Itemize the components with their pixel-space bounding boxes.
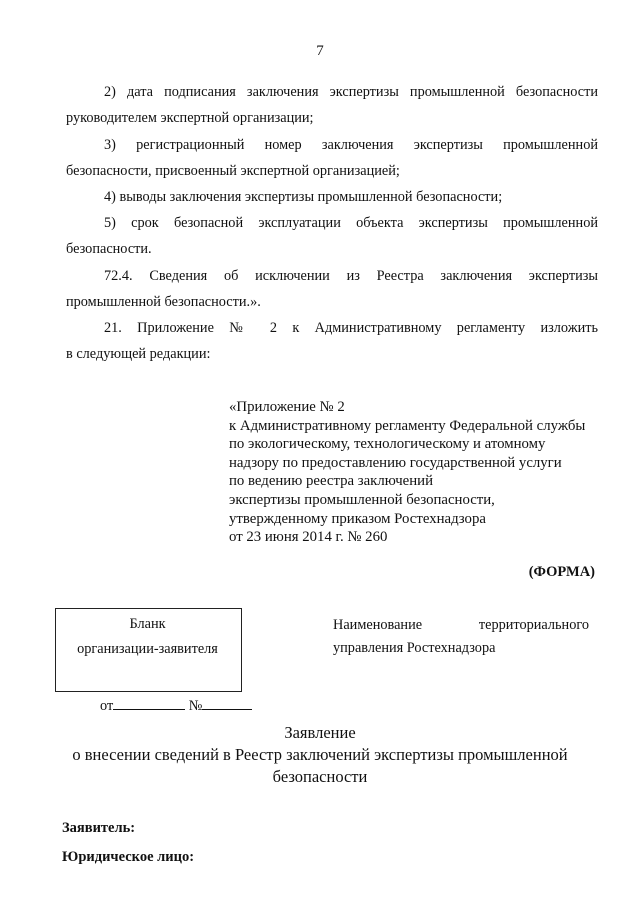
- document-subtitle-line-2: безопасности: [272, 767, 368, 786]
- applicant-label: Заявитель:: [62, 820, 136, 836]
- item-3-line-2: безопасности, присвоенный экспертной организацией;: [66, 163, 400, 179]
- appendix-line-7: утвержденному приказом Ростехнадзора: [229, 510, 486, 527]
- document-title: Заявление: [284, 723, 356, 742]
- item-5-line-2: безопасности.: [66, 241, 152, 257]
- page-number: 7: [316, 43, 324, 59]
- item-72-4-line-1: 72.4. Сведения об исключении из Реестра заключения экспертизы: [104, 268, 598, 284]
- item-3-line-1: 3) регистрационный номер заключения экспертизы промышленной: [104, 137, 598, 153]
- appendix-line-8: от 23 июня 2014 г. № 260: [229, 529, 388, 546]
- appendix-line-5: по ведению реестра заключений: [229, 473, 433, 490]
- item-72-4-line-2: промышленной безопасности.».: [66, 294, 261, 310]
- item-21-line-1: 21. Приложение № 2 к Административному регламенту изложить: [104, 320, 598, 336]
- item-21-line-2: в следующей редакции:: [66, 346, 211, 362]
- date-from-label: от: [100, 698, 114, 714]
- item-5-line-1: 5) срок безопасной эксплуатации объекта экспертизы промышленной: [104, 215, 598, 231]
- number-label: №: [188, 698, 203, 714]
- date-blank-line: [113, 695, 185, 710]
- letterhead-line-2: организации-заявителя: [77, 641, 218, 657]
- appendix-line-4: надзору по предоставлению государственной услуги: [229, 454, 562, 471]
- document-subtitle-line-1: о внесении сведений в Реестр заключений экспертизы промышленной: [72, 745, 568, 764]
- date-number-line: [100, 695, 252, 715]
- appendix-header: [229, 398, 585, 547]
- legal-entity-label: Юридическое лицо:: [62, 849, 195, 865]
- letterhead-line-1: Бланк: [129, 616, 166, 632]
- item-4-line-1: 4) выводы заключения экспертизы промышленной безопасности;: [104, 189, 503, 205]
- appendix-line-3: по экологическому, технологическому и атомному: [229, 436, 546, 453]
- item-2-line-1: 2) дата подписания заключения экспертизы промышленной безопасности: [104, 84, 598, 100]
- item-2-line-2: руководителем экспертной организации;: [66, 110, 314, 126]
- appendix-line-1: «Приложение № 2: [229, 399, 345, 415]
- appendix-line-2: к Административному регламенту Федеральной службы: [229, 417, 586, 434]
- territorial-office-line-1: Наименование территориального: [333, 617, 589, 633]
- appendix-line-6: экспертизы промышленной безопасности,: [229, 491, 495, 508]
- territorial-office-line-2: управления Ростехнадзора: [333, 640, 496, 656]
- form-label: (ФОРМА): [528, 564, 595, 580]
- number-blank-line: [202, 695, 252, 710]
